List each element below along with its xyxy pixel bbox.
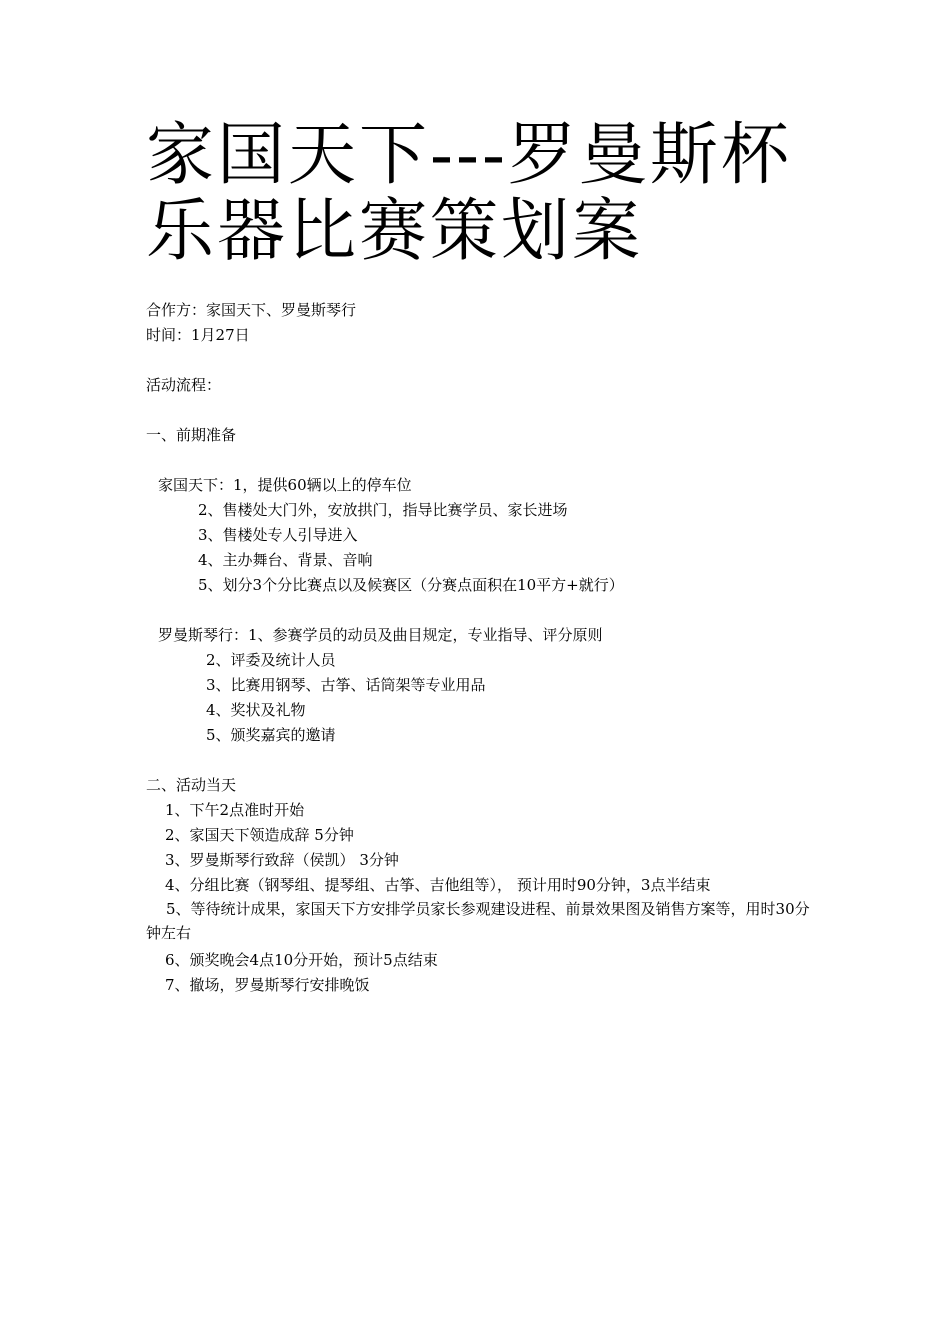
jiaguo-item: 2、售楼处大门外，安放拱门，指导比赛学员、家长进场 (198, 501, 568, 519)
day-item: 3、罗曼斯琴行致辞（侯凯） 3分钟 (165, 851, 399, 869)
day-item: 4、分组比赛（钢琴组、提琴组、古筝、吉他组等）， 预计用时90分钟，3点半结束 (165, 876, 711, 894)
flow-heading: 活动流程： (146, 376, 222, 394)
jiaguo-item: 5、划分3个分比赛点以及候赛区（分赛点面积在10平方+就行） (198, 576, 624, 594)
jiaguo-item: 家国天下：1，提供60辆以上的停车位 (158, 476, 412, 494)
luomansi-item: 2、评委及统计人员 (206, 651, 336, 669)
section2-heading: 二、活动当天 (146, 776, 237, 794)
day-item: 7、撤场，罗曼斯琴行安排晚饭 (165, 976, 370, 994)
title-line-2: 乐器比赛策划案 (146, 192, 644, 271)
document-title (146, 118, 846, 270)
luomansi-item: 4、奖状及礼物 (206, 701, 306, 719)
luomansi-item: 3、比赛用钢琴、古筝、话筒架等专业用品 (206, 676, 486, 694)
luomansi-item: 5、颁奖嘉宾的邀请 (206, 726, 336, 744)
section1-heading: 一、前期准备 (146, 426, 237, 444)
luomansi-item: 罗曼斯琴行：1、参赛学员的动员及曲目规定，专业指导、评分原则 (158, 626, 603, 644)
partners-line: 合作方：家国天下、罗曼斯琴行 (146, 301, 357, 319)
day-item: 2、家国天下领造成辞 5分钟 (165, 826, 354, 844)
day-item: 5、等待统计成果，家国天下方安排学员家长参观建设进程、前景效果图及销售方案等，用时30分钟左右 (146, 900, 810, 942)
day-item: 1、下午2点准时开始 (165, 801, 305, 819)
title-line-1: 家国天下---罗曼斯杯 (146, 116, 792, 195)
day-item: 6、颁奖晚会4点10分开始，预计5点结束 (165, 951, 438, 969)
time-line: 时间：1月27日 (146, 326, 250, 344)
jiaguo-item: 4、主办舞台、背景、音响 (198, 551, 373, 569)
jiaguo-item: 3、售楼处专人引导进入 (198, 526, 358, 544)
